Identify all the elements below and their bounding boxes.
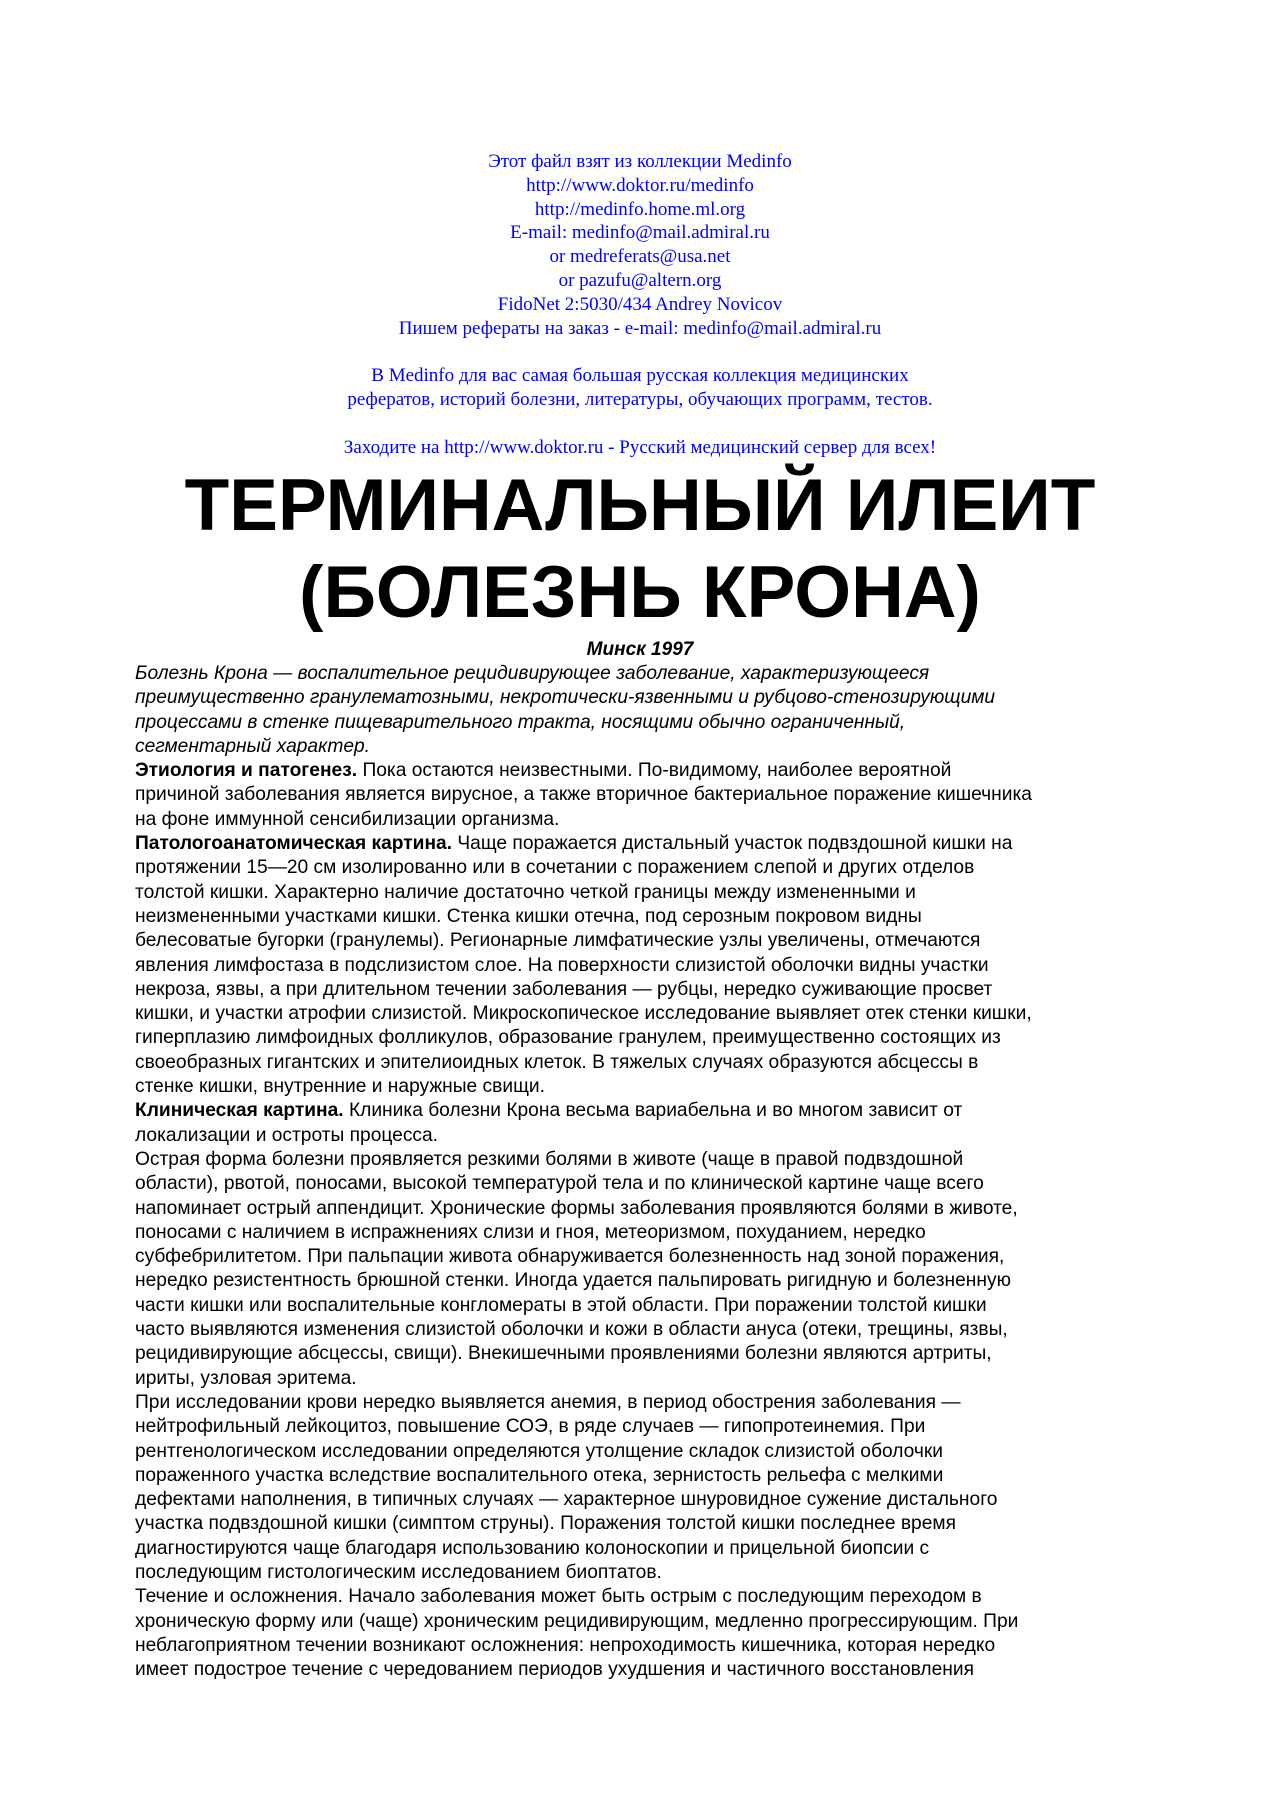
paragraph-text: Чаще поражается дистальный участок подвздошной кишки на xyxy=(452,833,1013,855)
title-line-1: ТЕРМИНАЛЬНЫЙ ИЛЕИТ xyxy=(184,465,1096,546)
paragraph-line: части кишки или воспалительные конгломераты в этой области. При поражении толстой кишки xyxy=(135,1294,987,1316)
paragraph-line: ириты, узловая эритема. xyxy=(135,1367,357,1389)
header-fidonet: FidoNet 2:5030/434 Andrey Novicov xyxy=(497,293,783,315)
paragraph-line: белесоватые бугорки (гранулемы). Регионарные лимфатические узлы увеличены, отмечаются xyxy=(135,930,981,952)
clinical-first-line xyxy=(135,1099,1155,1123)
pathology-first-line xyxy=(135,832,1155,856)
paragraph-line: Острая форма болезни проявляется резкими болями в животе (чаще в правой подвздошной xyxy=(135,1148,964,1170)
paragraph-line: области), рвотой, поносами, высокой температурой тела и по клинической картине чаще всего xyxy=(135,1173,984,1195)
title-line-2: (БОЛЕЗНЬ КРОНА) xyxy=(299,552,981,633)
paragraph-line: рецидивирующие абсцессы, свищи). Внекишечными проявлениями болезни являются артриты, xyxy=(135,1343,992,1365)
paragraph-line: гиперплазию лимфоидных фолликулов, образование гранулем, преимущественно состоящих из xyxy=(135,1027,1001,1049)
paragraph-line: последующим гистологическим исследованием биоптатов. xyxy=(135,1561,662,1583)
paragraph-line: рентгенологическом исследовании определяются утолщение складок слизистой оболочки xyxy=(135,1440,943,1462)
intro-line: Болезнь Крона — воспалительное рецидивирующее заболевание, характеризующееся xyxy=(135,663,930,684)
document-title xyxy=(0,462,1280,636)
paragraph-line: протяжении 15—20 см изолированно или в сочетании с поражением слепой и других отделов xyxy=(135,857,975,879)
collection-header xyxy=(0,150,1280,459)
paragraph-line: Течение и осложнения. Начало заболевания может быть острым с последующим переходом в xyxy=(135,1586,982,1608)
paragraph-line: хроническую форму или (чаще) хроническим рецидивирующим, медленно прогрессирующим. При xyxy=(135,1610,1019,1632)
header-url[interactable]: http://www.doktor.ru/medinfo xyxy=(526,174,754,196)
paragraph-line: дефектами наполнения, в типичных случаях — характерное шнуровидное сужение дистального xyxy=(135,1489,998,1511)
paragraph-line: нередко резистентность брюшной стенки. Иногда удается пальпировать ригидную и болезненную xyxy=(135,1270,1011,1292)
etiology-heading: Этиология и патогенез. xyxy=(135,760,358,782)
paragraph-line: напоминает острый аппендицит. Хронические формы заболевания проявляются болями в животе, xyxy=(135,1197,1018,1219)
paragraph-line: неизмененными участками кишки. Стенка кишки отечна, под серозным покровом видны xyxy=(135,905,922,927)
paragraph-text: Пока остаются неизвестными. По-видимому, наиболее вероятной xyxy=(357,760,952,782)
paragraph-line: пораженного участка вследствие воспалительного отека, зернистость рельефа с мелкими xyxy=(135,1464,944,1486)
paragraph-line: своеобразных гигантских и эпителиоидных клеток. В тяжелых случаях образуются абсцессы в xyxy=(135,1051,979,1073)
header-order-line: Пишем рефераты на заказ - e-mail: medinfo@mail.admiral.ru xyxy=(398,317,882,339)
paragraph-line: кишки, и участки атрофии слизистой. Микроскопическое исследование выявляет отек стенки кишки, xyxy=(135,1003,1032,1025)
header-email[interactable]: E-mail: medinfo@mail.admiral.ru xyxy=(510,222,770,244)
paragraph-line: имеет подострое течение с чередованием периодов ухудшения и частичного восстановления xyxy=(135,1659,974,1681)
paragraph-line: явления лимфостаза в подслизистом слое. На поверхности слизистой оболочки видны участки xyxy=(135,954,989,976)
promo-line: рефератов, историй болезни, литературы, обучающих программ, тестов. xyxy=(347,388,933,410)
paragraph-text: Клиника болезни Крона весьма вариабельна и во многом зависит от xyxy=(343,1100,963,1122)
paragraph-line: диагностируются чаще благодаря использованию колоноскопии и прицельной биопсии с xyxy=(135,1537,930,1559)
intro-line: преимущественно гранулематозными, некротически-язвенными и рубцово-стенозирующими xyxy=(135,687,996,709)
clinical-heading: Клиническая картина. xyxy=(135,1100,344,1122)
paragraph-line: некроза, язвы, а при длительном течении заболевания — рубцы, нередко суживающие просвет xyxy=(135,978,993,1000)
paragraph-line: субфебрилитетом. При пальпации живота обнаруживается болезненность над зоной поражения, xyxy=(135,1246,1005,1268)
paragraph-line: часто выявляются изменения слизистой оболочки и кожи в области ануса (отеки, трещины, язвы, xyxy=(135,1319,1008,1341)
intro-line: процессами в стенке пищеварительного тракта, носящими обычно ограниченный, xyxy=(135,711,906,733)
paragraph-line: нейтрофильный лейкоцитоз, повышение СОЭ, в ряде случаев — гипопротеинемия. При xyxy=(135,1416,926,1438)
header-email[interactable]: or pazufu@altern.org xyxy=(558,269,722,291)
server-line: Заходите на http://www.doktor.ru - Русский медицинский сервер для всех! xyxy=(343,436,937,458)
paragraph-line: участка подвздошной кишки (симптом струны). Поражения толстой кишки последнее время xyxy=(135,1513,956,1535)
etiology-first-line xyxy=(135,759,1155,783)
promo-line: В Medinfo для вас самая большая русская коллекция медицинских xyxy=(371,365,909,387)
document-body xyxy=(135,662,1155,1682)
header-email[interactable]: or medreferats@usa.net xyxy=(549,246,731,268)
paragraph-line: на фоне иммунной сенсибилизации организма. xyxy=(135,808,560,830)
intro-line: сегментарный характер. xyxy=(135,735,371,757)
paragraph-line: неблагоприятном течении возникают осложнения: непроходимость кишечника, которая нередко xyxy=(135,1634,996,1656)
paragraph-line: стенке кишки, внутренние и наружные свищи. xyxy=(135,1076,545,1098)
paragraph-line: толстой кишки. Характерно наличие достаточно четкой границы между измененными и xyxy=(135,881,916,903)
paragraph-line: поносами с наличием в испражнениях слизи и гноя, метеоризмом, похуданием, нередко xyxy=(135,1221,926,1243)
header-line: Этот файл взят из коллекции Medinfo xyxy=(488,151,792,172)
paragraph-line: локализации и остроты процесса. xyxy=(135,1124,439,1146)
paragraph-line: причиной заболевания является вирусное, а также вторичное бактериальное поражение кишечника xyxy=(135,784,1032,806)
paragraph-line: При исследовании крови нередко выявляется анемия, в период обострения заболевания — xyxy=(135,1391,961,1413)
city-year: Минск 1997 xyxy=(586,639,694,660)
pathology-heading: Патологоанатомическая картина. xyxy=(135,833,453,855)
header-url[interactable]: http://medinfo.home.ml.org xyxy=(534,198,746,220)
